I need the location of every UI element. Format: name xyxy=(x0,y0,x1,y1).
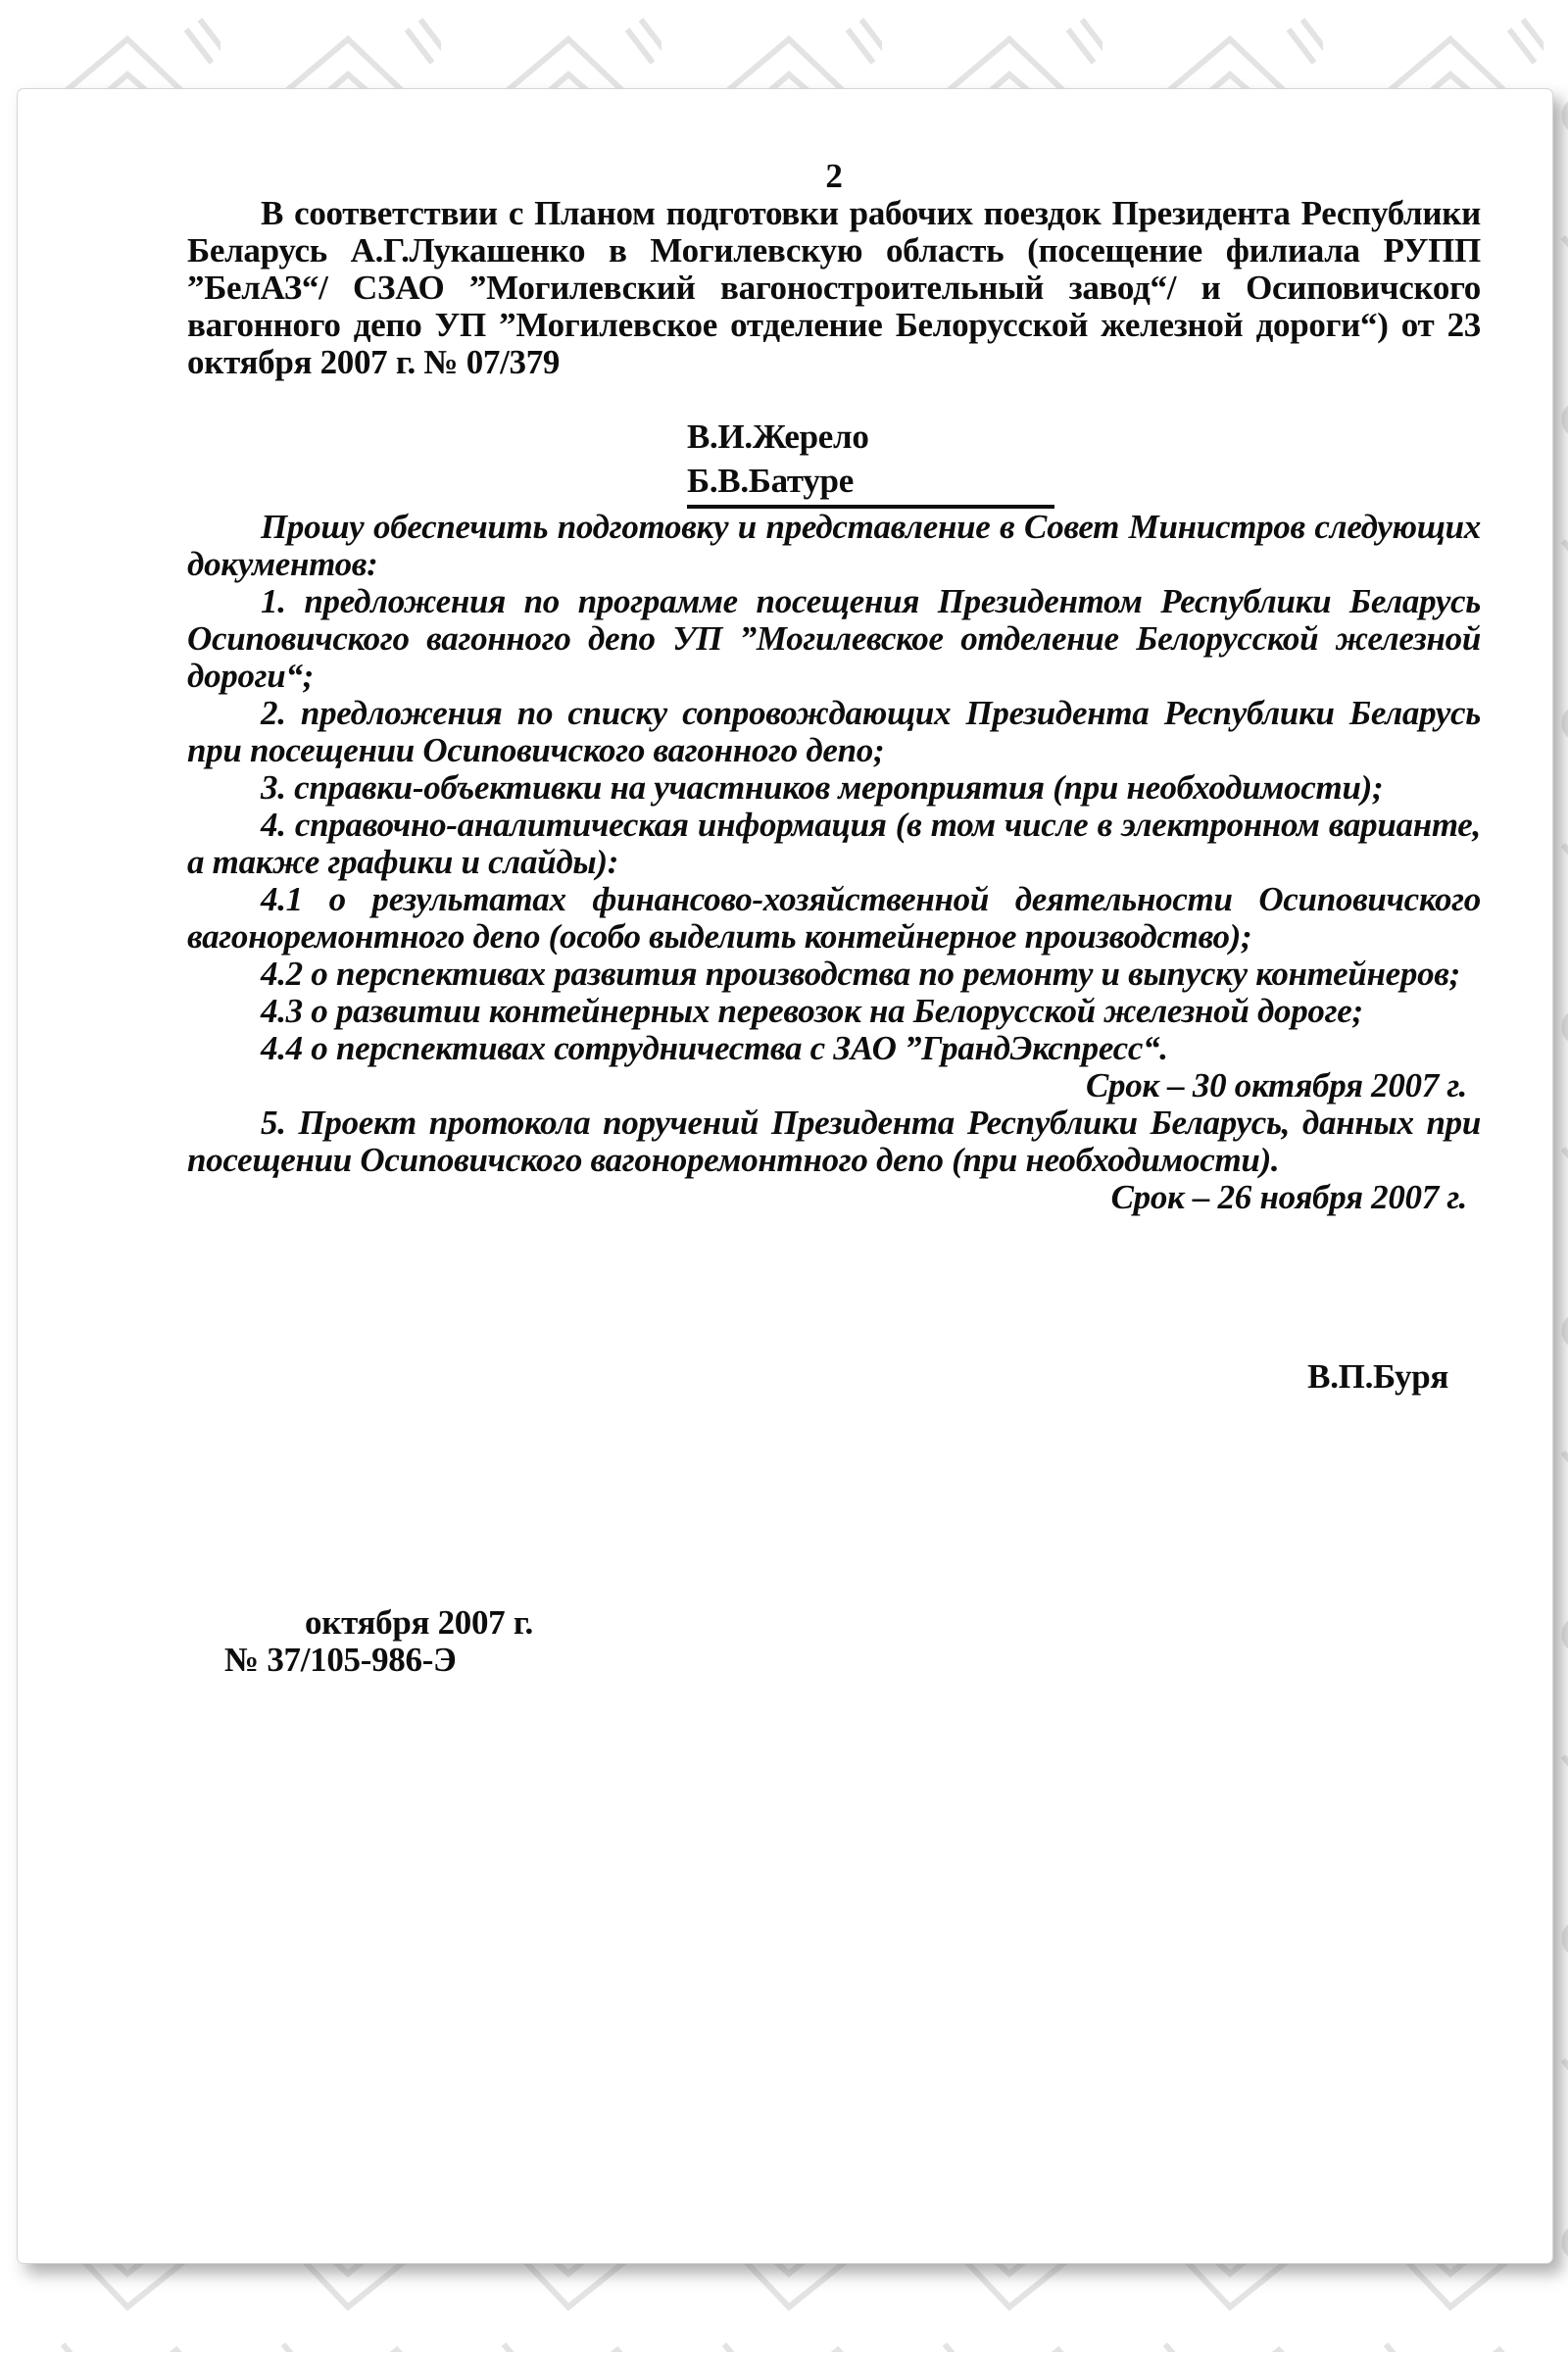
footer-block xyxy=(187,1604,1481,1679)
addressee-name-2 xyxy=(687,459,1481,509)
order-lead-paragraph: Прошу обеспечить подготовку и представление в Совет Министров следующих документов: xyxy=(187,508,1481,583)
footer-doc-number: № 37/105-986-Э xyxy=(224,1641,457,1679)
order-item-2: 2. предложения по списку сопровождающих Президента Республики Беларусь при посещении Осиповичского вагонного депо; xyxy=(187,694,1481,769)
order-item-4-2: 4.2 о перспективах развития производства по ремонту и выпуску контейнеров; xyxy=(261,955,1460,993)
order-item-4-3: 4.3 о развитии контейнерных перевозок на Белорусской железной дороге; xyxy=(261,992,1363,1030)
order-item-4-4: 4.4 о перспективах сотрудничества с ЗАО ”ГрандЭкспресс“. xyxy=(261,1029,1168,1067)
order-item-1: 1. предложения по программе посещения Президентом Республики Беларусь Осиповичского вагонного депо УП ”Могилевское отделение Белорусской железной дороги“; xyxy=(187,582,1481,695)
deadline-1: Срок – 30 октября 2007 г. xyxy=(1085,1066,1467,1105)
document-content xyxy=(187,89,1481,1679)
addressee-name-1: В.И.Жерело xyxy=(687,417,869,456)
footer-date-line: октября 2007 г. xyxy=(305,1603,533,1642)
order-item-4-1: 4.1 о результатах финансово-хозяйственной деятельности Осиповичского вагоноремонтного депо (особо выделить контейнерное производство); xyxy=(187,880,1481,956)
addressee-block xyxy=(687,415,1481,509)
document-page xyxy=(17,88,1553,2264)
addressee-name-2-underlined: Б.В.Батуре xyxy=(687,459,1054,509)
page-number: 2 xyxy=(825,157,843,195)
signature-name: В.П.Буря xyxy=(1307,1357,1448,1396)
deadline-2: Срок – 26 ноября 2007 г. xyxy=(1110,1178,1467,1216)
order-item-4: 4. справочно-аналитическая информация (в том числе в электронном варианте, а также графики и слайды): xyxy=(187,806,1481,881)
order-item-5: 5. Проект протокола поручений Президента Республики Беларусь, данных при посещении Осиповичского вагоноремонтного депо (при необходимости). xyxy=(187,1104,1481,1179)
order-item-3: 3. справки-объективки на участников мероприятия (при необходимости); xyxy=(261,768,1384,807)
intro-paragraph: В соответствии с Планом подготовки рабочих поездок Президента Республики Беларусь А.Г.Лукашенко в Могилевскую область (посещение филиала РУПП ”БелАЗ“/ СЗАО ”Могилевский вагоностроительный завод“/ и Осиповичского вагонного депо УП ”Могилевское отделение Белорусской железной дороги“) от 23 октября 2007 г. № 07/379 xyxy=(187,194,1481,381)
